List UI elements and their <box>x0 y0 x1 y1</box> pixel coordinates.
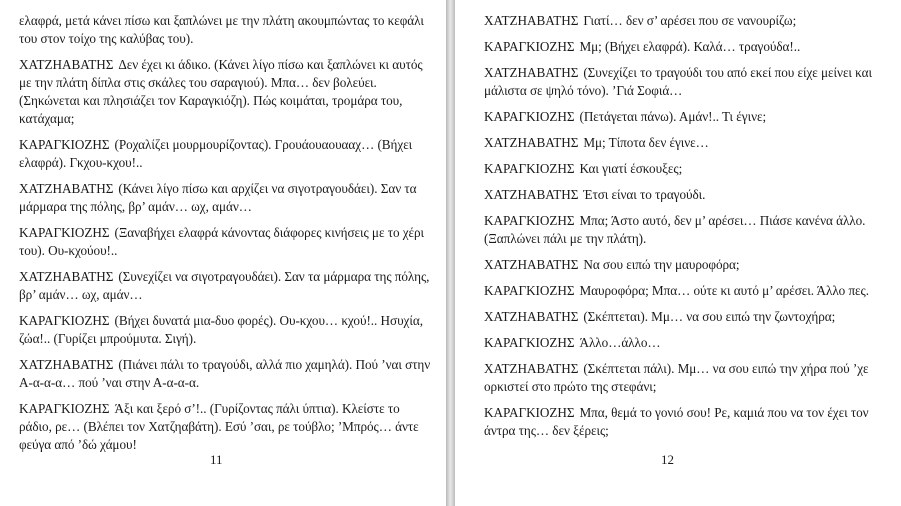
dialogue-paragraph <box>484 282 894 300</box>
dialogue-paragraph <box>484 360 894 396</box>
dialogue-paragraph <box>484 186 894 204</box>
dialogue-text: ελαφρά, μετά κάνει πίσω και ξαπλώνει με την πλάτη ακουμπώντας το κεφάλι του στον τοίχο της καλύβας του). <box>19 13 424 46</box>
speaker-name: ΧΑΤΖΗΑΒΑΤΗΣ <box>484 361 579 376</box>
speaker-name: ΧΑΤΖΗΑΒΑΤΗΣ <box>484 187 579 202</box>
dialogue-text: Άξι και ξερό σ’!.. (Γυρίζοντας πάλι ύπτια). Κλείστε το ράδιο, ρε… (Βλέπει τον Χατζηαβάτη). Εσύ ’σαι, ρε τούβλο; ’Μπρός… άντε φεύγα από ’δώ χάμου! <box>19 401 419 452</box>
dialogue-paragraph <box>484 108 894 126</box>
dialogue-paragraph <box>484 212 894 248</box>
speaker-name: ΚΑΡΑΓΚΙΟΖΗΣ <box>19 225 110 240</box>
right-page <box>455 0 901 506</box>
speaker-name: ΧΑΤΖΗΑΒΑΤΗΣ <box>484 135 579 150</box>
dialogue-paragraph <box>19 224 431 260</box>
page-number-right: 12 <box>661 452 674 467</box>
speaker-name: ΧΑΤΖΗΑΒΑΤΗΣ <box>484 13 579 28</box>
dialogue-paragraph <box>484 256 894 274</box>
dialogue-paragraph <box>19 312 431 348</box>
left-page-text <box>19 12 431 462</box>
speaker-name: ΚΑΡΑΓΚΙΟΖΗΣ <box>484 405 575 420</box>
speaker-name: ΧΑΤΖΗΑΒΑΤΗΣ <box>484 309 579 324</box>
dialogue-text: (Συνεχίζει το τραγούδι του από εκεί που είχε μείνει και μάλιστα σε ψηλό τόνο). ’Γιά Σοφιά… <box>484 65 873 98</box>
dialogue-text: Μμ; (Βήχει ελαφρά). Καλά… τραγούδα!.. <box>579 39 801 54</box>
dialogue-text: (Ροχαλίζει μουρμουρίζοντας). Γρουάουαουααχ… (Βήχει ελαφρά). Γκχου-κχου!.. <box>19 137 413 170</box>
speaker-name: ΧΑΤΖΗΑΒΑΤΗΣ <box>19 357 114 372</box>
speaker-name: ΚΑΡΑΓΚΙΟΖΗΣ <box>484 335 575 350</box>
dialogue-paragraph <box>484 404 894 440</box>
speaker-name: ΚΑΡΑΓΚΙΟΖΗΣ <box>484 213 575 228</box>
dialogue-text: (Πιάνει πάλι το τραγούδι, αλλά πιο χαμηλά). Πού ’ναι στην Α-α-α-α… πού ’ναι στην Α-α-α-α. <box>19 357 431 390</box>
dialogue-paragraph <box>484 38 894 56</box>
speaker-name: ΚΑΡΑΓΚΙΟΖΗΣ <box>484 109 575 124</box>
dialogue-paragraph <box>484 134 894 152</box>
dialogue-text: Άλλο…άλλο… <box>579 335 661 350</box>
speaker-name: ΧΑΤΖΗΑΒΑΤΗΣ <box>484 257 579 272</box>
speaker-name: ΧΑΤΖΗΑΒΑΤΗΣ <box>484 65 579 80</box>
dialogue-text: (Συνεχίζει να σιγοτραγουδάει). Σαν τα μάρμαρα της πόλης, βρ’ αμάν… ωχ, αμάν… <box>19 269 430 302</box>
dialogue-text: Γιατί… δεν σ’ αρέσει που σε νανουρίζω; <box>583 13 797 28</box>
speaker-name: ΧΑΤΖΗΑΒΑΤΗΣ <box>19 57 114 72</box>
speaker-name: ΚΑΡΑΓΚΙΟΖΗΣ <box>484 161 575 176</box>
dialogue-paragraph <box>19 180 431 216</box>
dialogue-text: Μαυροφόρα; Μπα… ούτε κι αυτό μ’ αρέσει. Άλλο πες. <box>579 283 869 298</box>
speaker-name: ΚΑΡΑΓΚΙΟΖΗΣ <box>19 313 110 328</box>
dialogue-text: Μπα, θεμά το γονιό σου! Ρε, καμιά που να τον έχει τον άντρα της… δεν ξέρεις; <box>484 405 869 438</box>
speaker-name: ΚΑΡΑΓΚΙΟΖΗΣ <box>19 137 110 152</box>
dialogue-text: Δεν έχει κι άδικο. (Κάνει λίγο πίσω και ξαπλώνει κι αυτός με την πλάτη δίπλα στις σκάλες του σαραγιού). Μπα… δεν βολεύει. (Σηκώνεται και πλησιάζει τον Καραγκιόζη). Πώς κοιμάται, τρομάρα του, κατάχαμα; <box>19 57 423 126</box>
dialogue-text: (Σκέπτεται). Μμ… να σου ειπώ την ζωντοχήρα; <box>583 309 836 324</box>
dialogue-paragraph <box>19 400 431 454</box>
dialogue-text: (Κάνει λίγο πίσω και αρχίζει να σιγοτραγουδάει). Σαν τα μάρμαρα της πόλης, βρ’ αμάν… ωχ, αμάν… <box>19 181 417 214</box>
left-page <box>0 0 446 506</box>
dialogue-text: (Σκέπτεται πάλι). Μμ… να σου ειπώ την χήρα πού ’χε ορκιστεί στο πρώτο της στεφάνι; <box>484 361 869 394</box>
dialogue-text: Και γιατί έσκουξες; <box>579 161 683 176</box>
speaker-name: ΧΑΤΖΗΑΒΑΤΗΣ <box>19 181 114 196</box>
speaker-name: ΚΑΡΑΓΚΙΟΖΗΣ <box>484 39 575 54</box>
dialogue-paragraph <box>484 160 894 178</box>
dialogue-paragraph <box>19 356 431 392</box>
dialogue-paragraph <box>484 64 894 100</box>
dialogue-text: (Πετάγεται πάνω). Αμάν!.. Τι έγινε; <box>579 109 767 124</box>
dialogue-text: Έτσι είναι το τραγούδι. <box>583 187 706 202</box>
speaker-name: ΚΑΡΑΓΚΙΟΖΗΣ <box>484 283 575 298</box>
dialogue-text: Μπα; Άστο αυτό, δεν μ’ αρέσει… Πιάσε κανένα άλλο. (Ξαπλώνει πάλι με την πλάτη). <box>484 213 866 246</box>
speaker-name: ΚΑΡΑΓΚΙΟΖΗΣ <box>19 401 110 416</box>
dialogue-text: (Βήχει δυνατά μια-δυο φορές). Ου-κχου… κχού!.. Ησυχία, ζώα!.. (Γυρίζει μπρούμυτα. Σιγή). <box>19 313 423 346</box>
dialogue-text: Μμ; Τίποτα δεν έγινε… <box>583 135 709 150</box>
dialogue-paragraph <box>19 56 431 128</box>
dialogue-paragraph <box>19 12 431 48</box>
speaker-name: ΧΑΤΖΗΑΒΑΤΗΣ <box>19 269 114 284</box>
dialogue-paragraph <box>484 308 894 326</box>
dialogue-text: Να σου ειπώ την μαυροφόρα; <box>583 257 740 272</box>
page-number-left: 11 <box>210 452 223 467</box>
right-page-text <box>484 12 894 448</box>
dialogue-paragraph <box>19 136 431 172</box>
dialogue-text: (Ξαναβήχει ελαφρά κάνοντας διάφορες κινήσεις με το χέρι του). Ου-κχούου!.. <box>19 225 425 258</box>
dialogue-paragraph <box>484 334 894 352</box>
dialogue-paragraph <box>484 12 894 30</box>
book-gutter <box>446 0 455 506</box>
dialogue-paragraph <box>19 268 431 304</box>
